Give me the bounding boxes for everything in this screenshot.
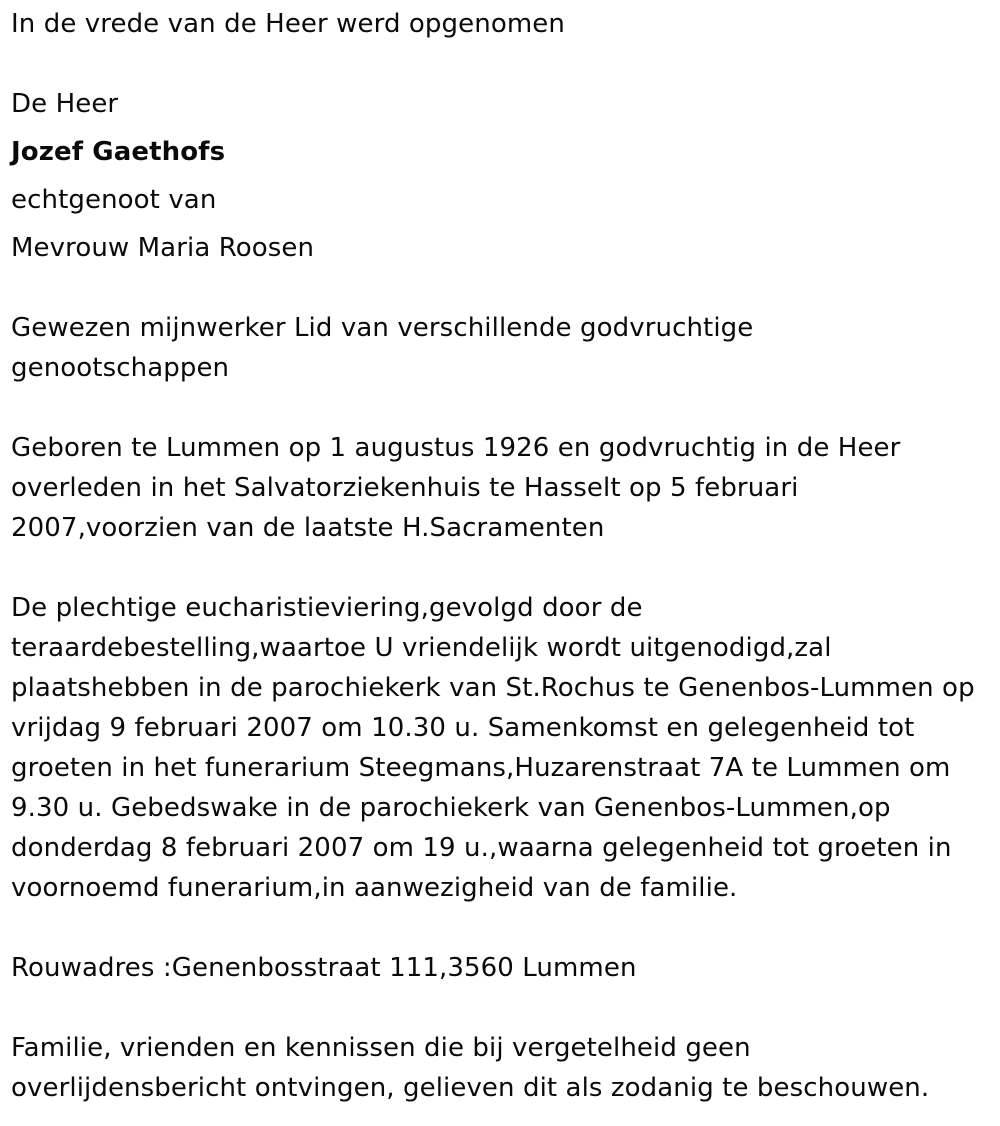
- title-line: De Heer: [11, 89, 119, 119]
- closing-paragraph: [11, 1028, 996, 1108]
- birth-death-line: overleden in het Salvatorziekenhuis te Hasselt op 5 februari: [11, 473, 799, 503]
- ceremony-line: donderdag 8 februari 2007 om 19 u.,waarna gelegenheid tot groeten in: [11, 833, 952, 863]
- birth-death-paragraph: [11, 428, 996, 548]
- relation-line: echtgenoot van: [11, 185, 217, 215]
- spacer: [11, 388, 996, 428]
- closing-line: overlijdensbericht ontvingen, gelieven dit als zodanig te beschouwen.: [11, 1073, 930, 1103]
- spacer: [11, 548, 996, 588]
- occupation-line: Gewezen mijnwerker Lid van verschillende godvruchtige: [11, 313, 754, 343]
- opening-line: In de vrede van de Heer werd opgenomen: [11, 9, 565, 39]
- birth-death-line: Geboren te Lummen op 1 augustus 1926 en godvruchtig in de Heer: [11, 433, 901, 463]
- ceremony-line: 9.30 u. Gebedswake in de parochiekerk van Genenbos-Lummen,op: [11, 793, 891, 823]
- spacer: [11, 44, 996, 84]
- spacer: [11, 268, 996, 308]
- ceremony-line: voornoemd funerarium,in aanwezigheid van de familie.: [11, 873, 738, 903]
- ceremony-line: vrijdag 9 februari 2007 om 10.30 u. Samenkomst en gelegenheid tot: [11, 713, 915, 743]
- ceremony-paragraph: [11, 588, 996, 908]
- closing-line: Familie, vrienden en kennissen die bij vergetelheid geen: [11, 1033, 751, 1063]
- obituary-document: [11, 4, 996, 1108]
- spouse-name: Mevrouw Maria Roosen: [11, 233, 315, 263]
- mourning-address: Rouwadres :Genenbosstraat 111,3560 Lummen: [11, 953, 637, 983]
- ceremony-line: plaatshebben in de parochiekerk van St.Rochus te Genenbos-Lummen op: [11, 673, 975, 703]
- spacer: [11, 908, 996, 948]
- ceremony-line: teraardebestelling,waartoe U vriendelijk wordt uitgenodigd,zal: [11, 633, 832, 663]
- deceased-name: Jozef Gaethofs: [11, 137, 226, 167]
- occupation-paragraph: [11, 308, 996, 388]
- occupation-line: genootschappen: [11, 353, 230, 383]
- birth-death-line: 2007,voorzien van de laatste H.Sacramenten: [11, 513, 605, 543]
- spacer: [11, 988, 996, 1028]
- ceremony-line: De plechtige eucharistieviering,gevolgd door de: [11, 593, 643, 623]
- ceremony-line: groeten in het funerarium Steegmans,Huzarenstraat 7A te Lummen om: [11, 753, 951, 783]
